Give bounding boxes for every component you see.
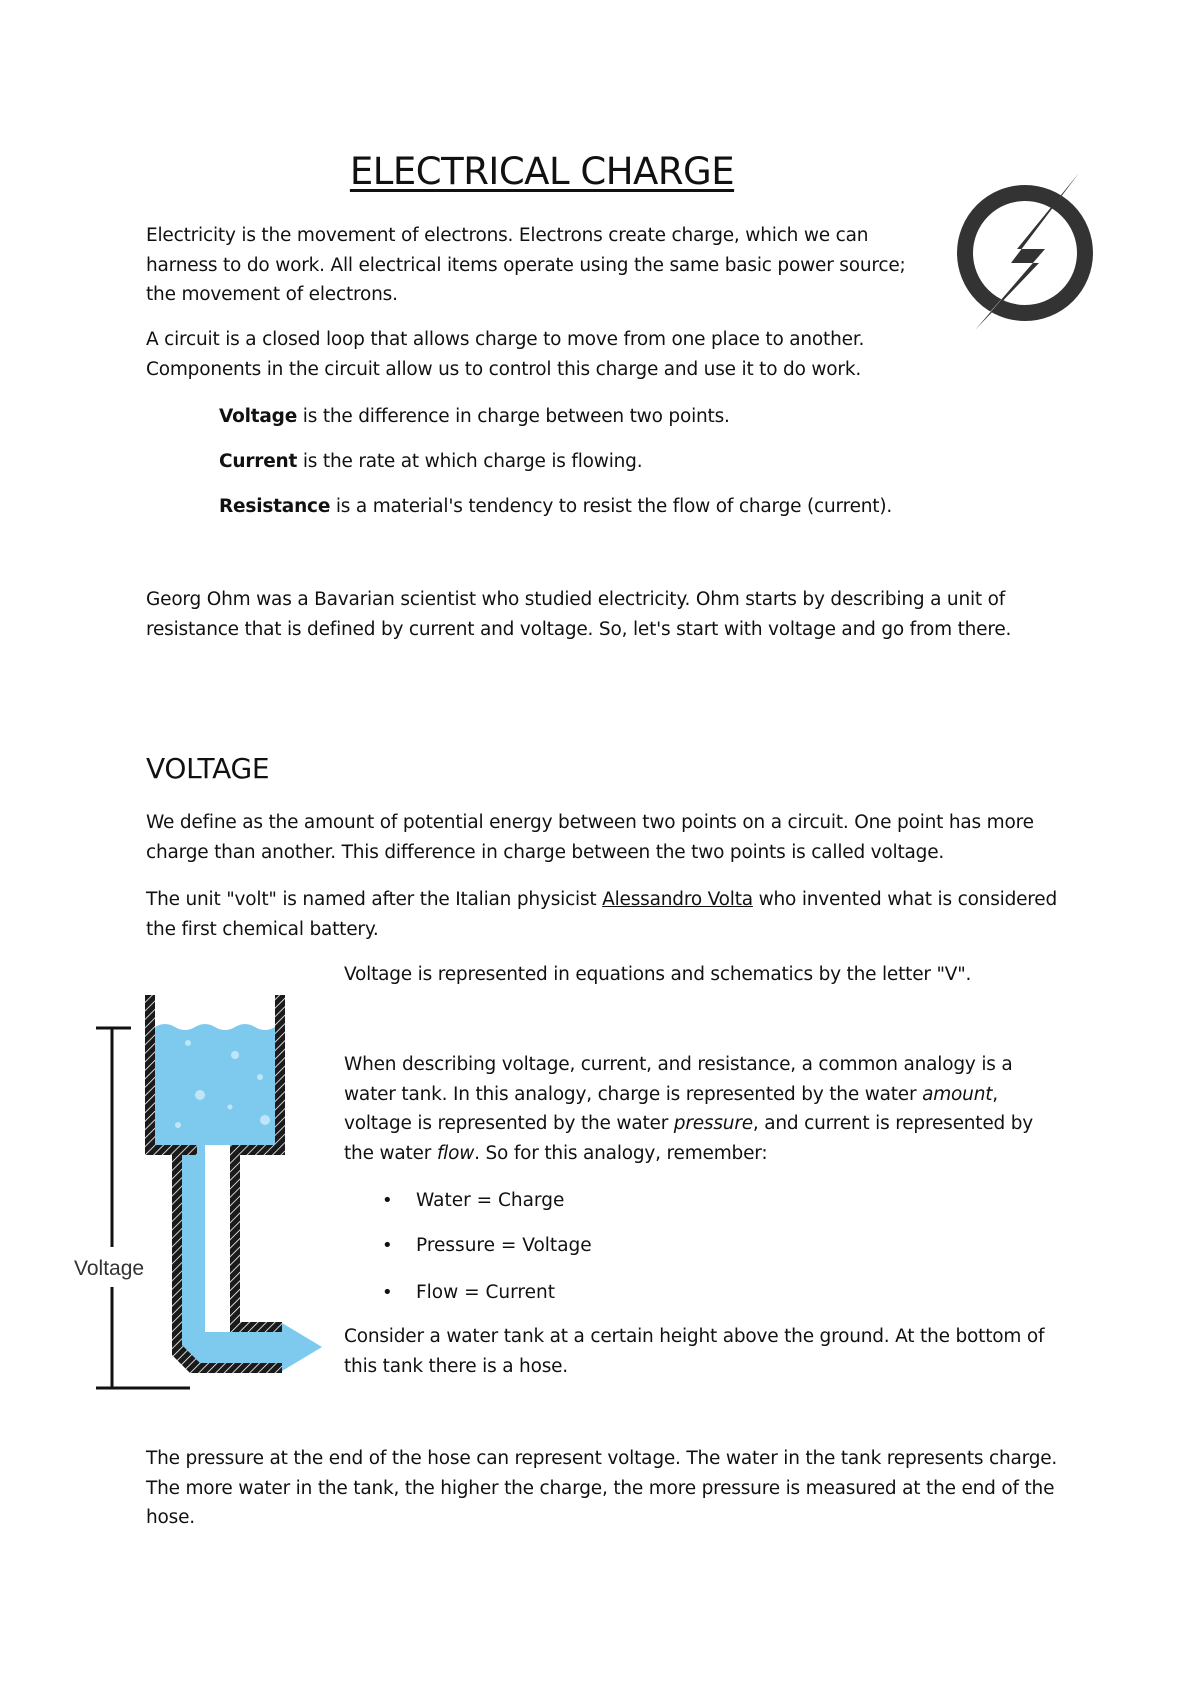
voltage-label: Voltage bbox=[74, 1257, 145, 1280]
voltage-symbol-text: Voltage is represented in equations and schematics by the letter "V". bbox=[344, 964, 972, 985]
definition-resistance bbox=[219, 492, 1019, 522]
alessandro-volta-link[interactable]: Alessandro Volta bbox=[602, 889, 753, 910]
water-tank-diagram bbox=[60, 985, 340, 1395]
analogy-emphasis-amount: amount bbox=[922, 1083, 993, 1105]
ohm-line: resistance that is defined by current and voltage. So, let's start with voltage and go from there. bbox=[146, 618, 1012, 640]
intro-line: A circuit is a closed loop that allows charge to move from one place to another. bbox=[146, 329, 865, 350]
tank-line: this tank there is a hose. bbox=[344, 1355, 568, 1377]
list-item bbox=[382, 1278, 782, 1308]
voltage-line: We define as the amount of potential energy between two points on a circuit. One point has more bbox=[146, 812, 1034, 833]
voltage-symbol-paragraph bbox=[344, 960, 1144, 990]
tank-paragraph bbox=[344, 1322, 1144, 1381]
list-item bbox=[382, 1186, 782, 1216]
final-line: hose. bbox=[146, 1507, 195, 1528]
final-line: The pressure at the end of the hose can represent voltage. The water in the tank represents charge. bbox=[146, 1448, 1058, 1469]
bullet-text: Flow = Current bbox=[416, 1282, 555, 1303]
definition-text: is the rate at which charge is flowing. bbox=[297, 451, 643, 472]
bullet-icon: • bbox=[382, 1235, 393, 1256]
lightning-bolt-icon bbox=[955, 165, 1097, 340]
analogy-text: voltage is represented by the water bbox=[344, 1113, 674, 1134]
intro-paragraph-1 bbox=[146, 221, 946, 310]
bullet-icon: • bbox=[382, 1190, 393, 1211]
bullet-icon: • bbox=[382, 1282, 393, 1303]
volt-origin-text: who invented what is considered bbox=[752, 889, 1058, 910]
page-title: ELECTRICAL CHARGE bbox=[349, 150, 735, 193]
definition-term: Resistance bbox=[219, 496, 331, 517]
voltage-definition-paragraph bbox=[146, 808, 1166, 867]
volt-origin-paragraph bbox=[146, 885, 1166, 944]
analogy-text: the water bbox=[344, 1142, 437, 1164]
intro-line: Electricity is the movement of electrons. Electrons create charge, which we can bbox=[146, 225, 869, 246]
analogy-emphasis-flow: flow bbox=[436, 1142, 475, 1164]
intro-line: the movement of electrons. bbox=[146, 284, 398, 305]
analogy-text: . So for this analogy, remember: bbox=[474, 1142, 768, 1164]
analogy-text: , bbox=[992, 1083, 998, 1105]
section-heading-voltage: VOLTAGE bbox=[146, 752, 270, 785]
ohm-paragraph bbox=[146, 585, 1146, 644]
bullet-text: Water = Charge bbox=[416, 1190, 565, 1211]
analogy-text: , and current is represented by bbox=[752, 1113, 1034, 1134]
voltage-line: charge than another. This difference in charge between the two points is called voltage. bbox=[146, 841, 945, 863]
volt-origin-line: the first chemical battery. bbox=[146, 918, 379, 940]
definition-term: Current bbox=[219, 451, 298, 472]
analogy-line: When describing voltage, current, and resistance, a common analogy is a bbox=[344, 1054, 1013, 1075]
definition-text: is a material's tendency to resist the flow of charge (current). bbox=[330, 496, 893, 517]
final-line: The more water in the tank, the higher the charge, the more pressure is measured at the end of the bbox=[146, 1477, 1055, 1499]
final-paragraph bbox=[146, 1444, 1166, 1533]
tank-line: Consider a water tank at a certain height above the ground. At the bottom of bbox=[344, 1326, 1045, 1347]
definition-current bbox=[219, 447, 1019, 477]
list-item bbox=[382, 1231, 782, 1261]
analogy-paragraph bbox=[344, 1050, 1144, 1168]
definition-voltage bbox=[219, 402, 1019, 432]
bullet-text: Pressure = Voltage bbox=[416, 1235, 592, 1256]
intro-line: Components in the circuit allow us to control this charge and use it to do work. bbox=[146, 358, 862, 380]
volt-origin-text: The unit "volt" is named after the Italian physicist bbox=[146, 889, 603, 910]
definition-term: Voltage bbox=[219, 406, 298, 427]
definition-text: is the difference in charge between two points. bbox=[297, 406, 730, 427]
ohm-line: Georg Ohm was a Bavarian scientist who studied electricity. Ohm starts by describing a unit of bbox=[146, 589, 1006, 610]
analogy-text: water tank. In this analogy, charge is represented by the water bbox=[344, 1083, 923, 1105]
analogy-emphasis-pressure: pressure bbox=[673, 1113, 753, 1134]
intro-line: harness to do work. All electrical items operate using the same basic power source; bbox=[146, 254, 906, 276]
intro-paragraph-2 bbox=[146, 325, 946, 384]
